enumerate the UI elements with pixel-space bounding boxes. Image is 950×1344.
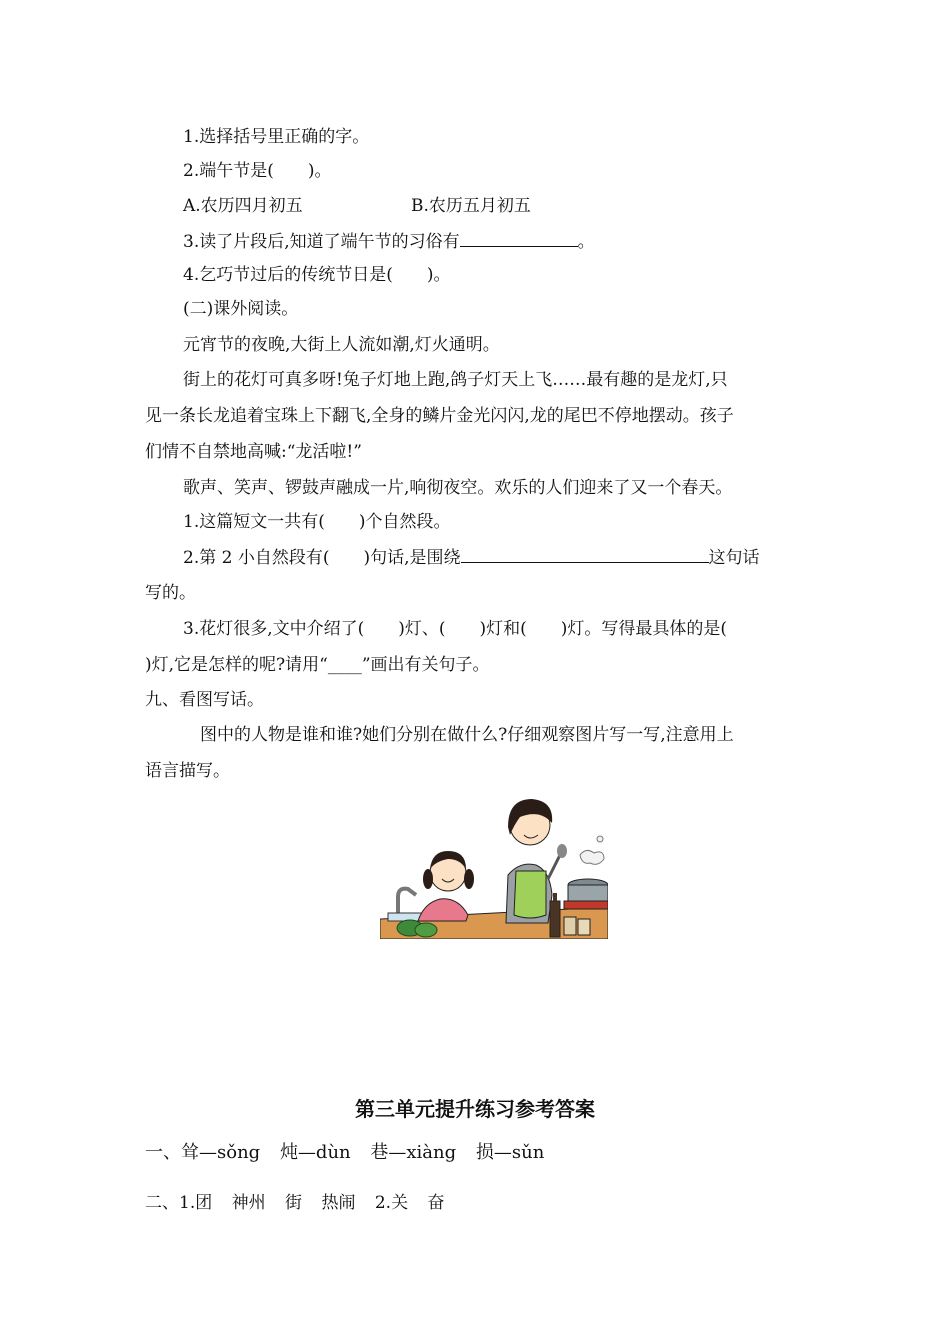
question-4: 4.乞巧节过后的传统节日是( )。 [183, 265, 451, 285]
answer-item: 损—sǔn [475, 1142, 545, 1163]
answer-item: 奋 [427, 1193, 445, 1213]
picture-writing-prompt-line-1: 图中的人物是谁和谁?她们分别在做什么?仔细观察图片写一写,注意用上 [183, 725, 734, 745]
answer-row-2 [145, 1191, 445, 1215]
answer-blank[interactable] [461, 546, 709, 563]
answer-item: 二、1.团 [145, 1193, 213, 1213]
cooking-illustration [380, 795, 608, 939]
answer-item: 巷—xiàng [370, 1142, 457, 1163]
reading-question-2-end: 这句话 [708, 548, 760, 568]
question-3-end: 。 [577, 232, 595, 252]
question-3-text: 3.读了片段后,知道了端午节的习俗有 [183, 232, 460, 252]
answer-row-1 [145, 1141, 544, 1165]
question-2-option-b: B.农历五月初五 [411, 196, 531, 216]
reading-paragraph-3: 歌声、笑声、锣鼓声融成一片,响彻夜空。欢乐的人们迎来了又一个春天。 [183, 478, 733, 498]
answer-item: 2.关 [374, 1193, 409, 1213]
reading-question-3-line-1: 3.花灯很多,文中介绍了( )灯、( )灯和( )灯。写得最具体的是( [183, 619, 728, 639]
question-1: 1.选择括号里正确的字。 [183, 127, 370, 147]
answer-key-title: 第三单元提升练习参考答案 [355, 1097, 595, 1121]
section-heading-extra-reading: (二)课外阅读。 [183, 299, 299, 319]
reading-paragraph-2-line-3: 们情不自禁地高喊:“龙活啦!” [145, 442, 362, 462]
question-2-option-a: A.农历四月初五 [183, 196, 303, 216]
reading-question-3-line-2: )灯,它是怎样的呢?请用“____”画出有关句子。 [145, 655, 490, 675]
answer-item: 炖—dùn [279, 1142, 351, 1163]
picture-writing-prompt-line-2: 语言描写。 [145, 761, 230, 781]
reading-question-2 [183, 546, 760, 569]
question-2: 2.端午节是( )。 [183, 161, 332, 181]
question-3 [183, 230, 595, 253]
answer-item: 热闹 [321, 1193, 356, 1213]
reading-paragraph-2-line-2: 见一条长龙追着宝珠上下翻飞,全身的鳞片金光闪闪,龙的尾巴不停地摆动。孩子 [145, 406, 734, 426]
answer-item: 神州 [231, 1193, 266, 1213]
answer-blank[interactable] [460, 230, 578, 247]
section-heading-picture-writing: 九、看图写话。 [145, 690, 264, 710]
reading-question-2-text: 2.第 2 小自然段有( )句话,是围绕 [183, 548, 461, 568]
answer-item: 一、耸—sǒng [145, 1142, 261, 1163]
answer-item: 街 [285, 1193, 303, 1213]
reading-paragraph-1: 元宵节的夜晚,大街上人流如潮,灯火通明。 [183, 335, 500, 355]
reading-question-1: 1.这篇短文一共有( )个自然段。 [183, 512, 451, 532]
reading-paragraph-2-line-1: 街上的花灯可真多呀!兔子灯地上跑,鸽子灯天上飞……最有趣的是龙灯,只 [183, 370, 728, 390]
reading-question-2-line-2: 写的。 [145, 583, 196, 603]
